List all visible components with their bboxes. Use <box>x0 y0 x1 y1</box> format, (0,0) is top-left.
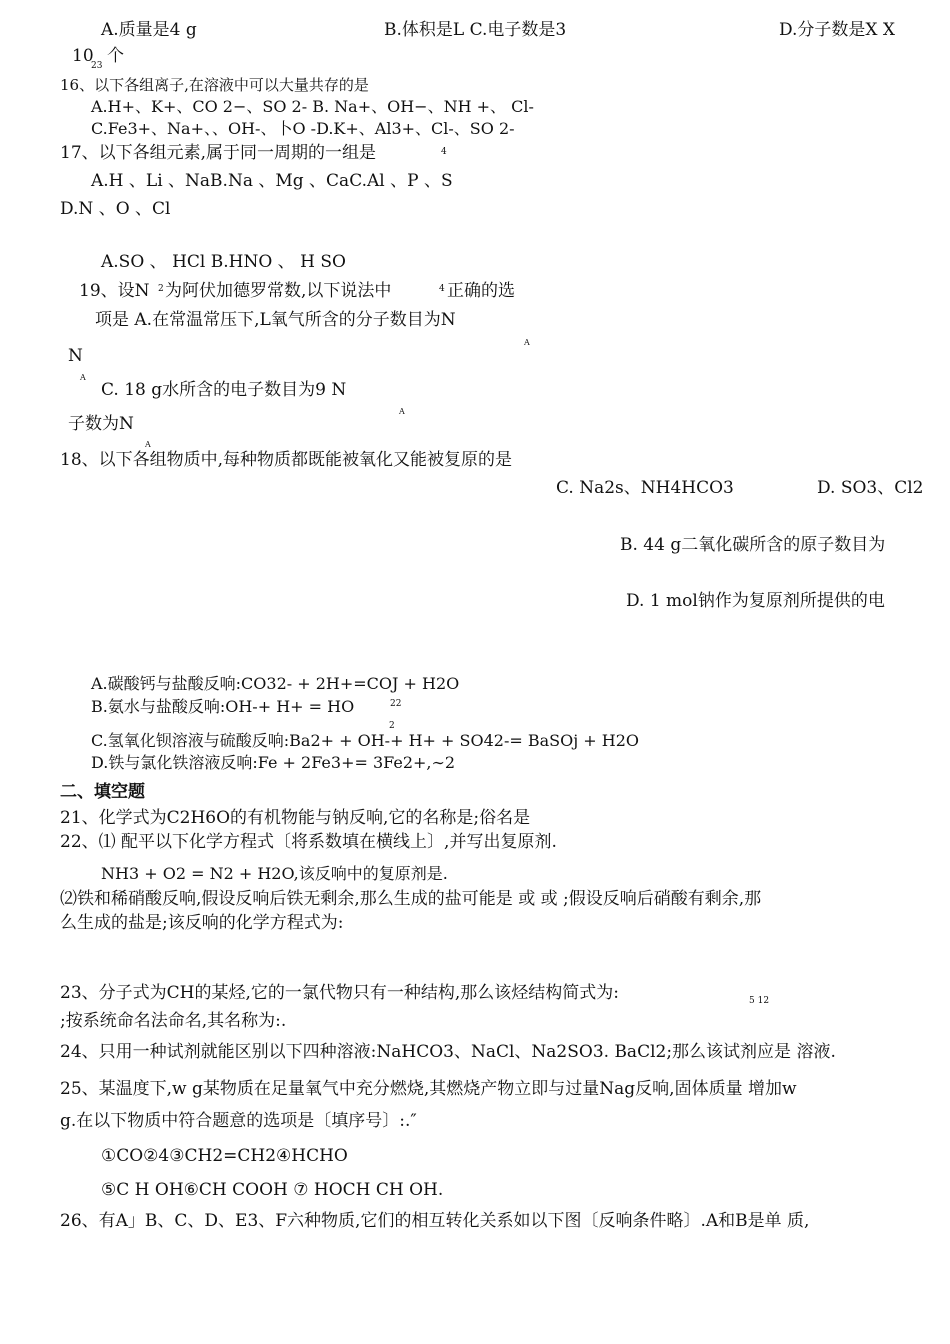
text-line-1c: D.分子数是X X <box>779 20 896 40</box>
question-21: 21、化学式为C2H6O的有机物能与钠反响,它的名称是;俗名是 <box>60 808 531 828</box>
question-24: 24、只用一种试剂就能区别以下四种溶液:NaHCO3、NaCl、Na2SO3. BaCl2;那么该试剂应是 溶液. <box>60 1042 836 1062</box>
question-16-options-ab: A.H+、K+、CO 2−、SO 2- B. Na+、OH−、NH +、 Cl- <box>91 97 534 116</box>
question-23-subscripts: 5 12 <box>749 996 770 1006</box>
question-20-option-b-sup: 22 <box>390 699 402 709</box>
question-25-options-2: ⑤C H OH⑥CH COOH ⑦ HOCH CH OH. <box>101 1180 444 1200</box>
subscript-a-1: A <box>524 338 530 347</box>
text-line-1b: B.体积是L C.电子数是3 <box>384 20 567 40</box>
text-line-2a: 10 <box>72 46 94 66</box>
subscript-a-3: A <box>399 407 405 416</box>
question-23-cont: ;按系统命名法命名,其名称为:. <box>60 1011 287 1031</box>
question-20-option-b: B.氨水与盐酸反响:OH-+ H+ = HO <box>91 697 355 716</box>
question-18: 18、以下各组物质中,每种物质都既能被氧化又能被复原的是 <box>60 450 513 470</box>
question-22-equation: NH3 + O2 = N2 + H2O,该反响中的复原剂是. <box>101 864 448 883</box>
question-20-option-c: C.氢氧化钡溶液与硫酸反响:Ba2+ + OH-+ H+ + SO42-= BaSOj + H2O <box>91 731 640 750</box>
question-22: 22、⑴ 配平以下化学方程式〔将系数填在横线上〕,并写出复原剂. <box>60 832 557 852</box>
question-16-options-cd: C.Fe3+、Na+、、OH-、卜O -D.K+、Al3+、Cl-、SO 2- <box>91 119 515 138</box>
question-20-option-a: A.碳酸钙与盐酸反响:CO32- + 2H+=COJ + H2O <box>91 674 460 693</box>
subscript-a-2: A <box>80 373 86 382</box>
question-19-superscript-2: 4 <box>439 284 445 294</box>
question-16: 16、以下各组离子,在溶液中可以大量共存的是 <box>60 76 369 94</box>
question-26: 26、有A」B、C、D、E3、F六种物质,它们的相互转化关系如以下图〔反响条件略〕.A和B是单 质, <box>60 1211 810 1231</box>
question-17-options-abc: A.H 、Li 、NaB.Na 、Mg 、CaC.Al 、P 、S <box>91 171 453 191</box>
question-25: 25、某温度下,w g某物质在足量氧气中充分燃烧,其燃烧产物立即与过量Nag反响,固体质量 增加w <box>60 1079 797 1099</box>
question-20-option-d: D.铁与氯化铁溶液反响:Fe + 2Fe3+= 3Fe2+,∼2 <box>91 753 456 772</box>
question-18-option-d: D. SO3、Cl2 <box>817 478 924 498</box>
section-heading-fill-in: 二、填空题 <box>60 782 145 802</box>
question-17: 17、以下各组元素,属于同一周期的一组是 <box>60 143 377 163</box>
text-line-2c: 个 <box>107 46 124 66</box>
text-line-1a: A.质量是4 g <box>101 20 197 40</box>
text-line-2-exponent: 23 <box>91 61 103 71</box>
question-19-option-d-tail: 子数为N <box>68 414 134 434</box>
question-25-options-1: ①CO②4③CH2=CH2④HCHO <box>101 1146 348 1166</box>
question-19-superscript-1: 2 <box>158 284 164 294</box>
question-18-options-ab: A.SO 、 HCl B.HNO 、 H SO <box>101 252 346 272</box>
question-19-option-c: C. 18 g水所含的电子数目为9 N <box>101 380 347 400</box>
question-18-option-c: C. Na2s、NH4HCO3 <box>556 478 734 498</box>
question-19-middle: 为阿伏加德罗常数,以下说法中 <box>165 281 392 301</box>
question-19-option-b: B. 44 g二氧化碳所含的原子数目为 <box>620 535 886 555</box>
question-17-superscript: 4 <box>441 147 447 157</box>
question-19-start: 19、设N <box>79 281 150 301</box>
question-22-part-2-cont: 么生成的盐是;该反响的化学方程式为: <box>60 913 344 933</box>
subscript-a-4: A <box>145 440 151 449</box>
question-17-option-d: D.N 、O 、Cl <box>60 199 171 219</box>
question-25-cont: g.在以下物质中符合题意的选项是〔填序号〕:.″ <box>60 1111 417 1131</box>
question-20-option-b-sub: 2 <box>389 721 395 731</box>
question-19-option-d: D. 1 mol钠作为复原剂所提供的电 <box>626 591 885 611</box>
question-19-end: 正确的选 <box>447 281 515 301</box>
question-23: 23、分子式为CH的某烃,它的一氯代物只有一种结构,那么该烃结构简式为: <box>60 983 619 1003</box>
question-19-line-2: 项是 A.在常温常压下,L氧气所含的分子数目为N <box>95 310 456 330</box>
question-22-part-2: ⑵铁和稀硝酸反响,假设反响后铁无剩余,那么生成的盐可能是 或 或 ;假设反响后硝酸有剩余,那 <box>60 889 762 909</box>
avogadro-symbol: N <box>68 346 83 366</box>
